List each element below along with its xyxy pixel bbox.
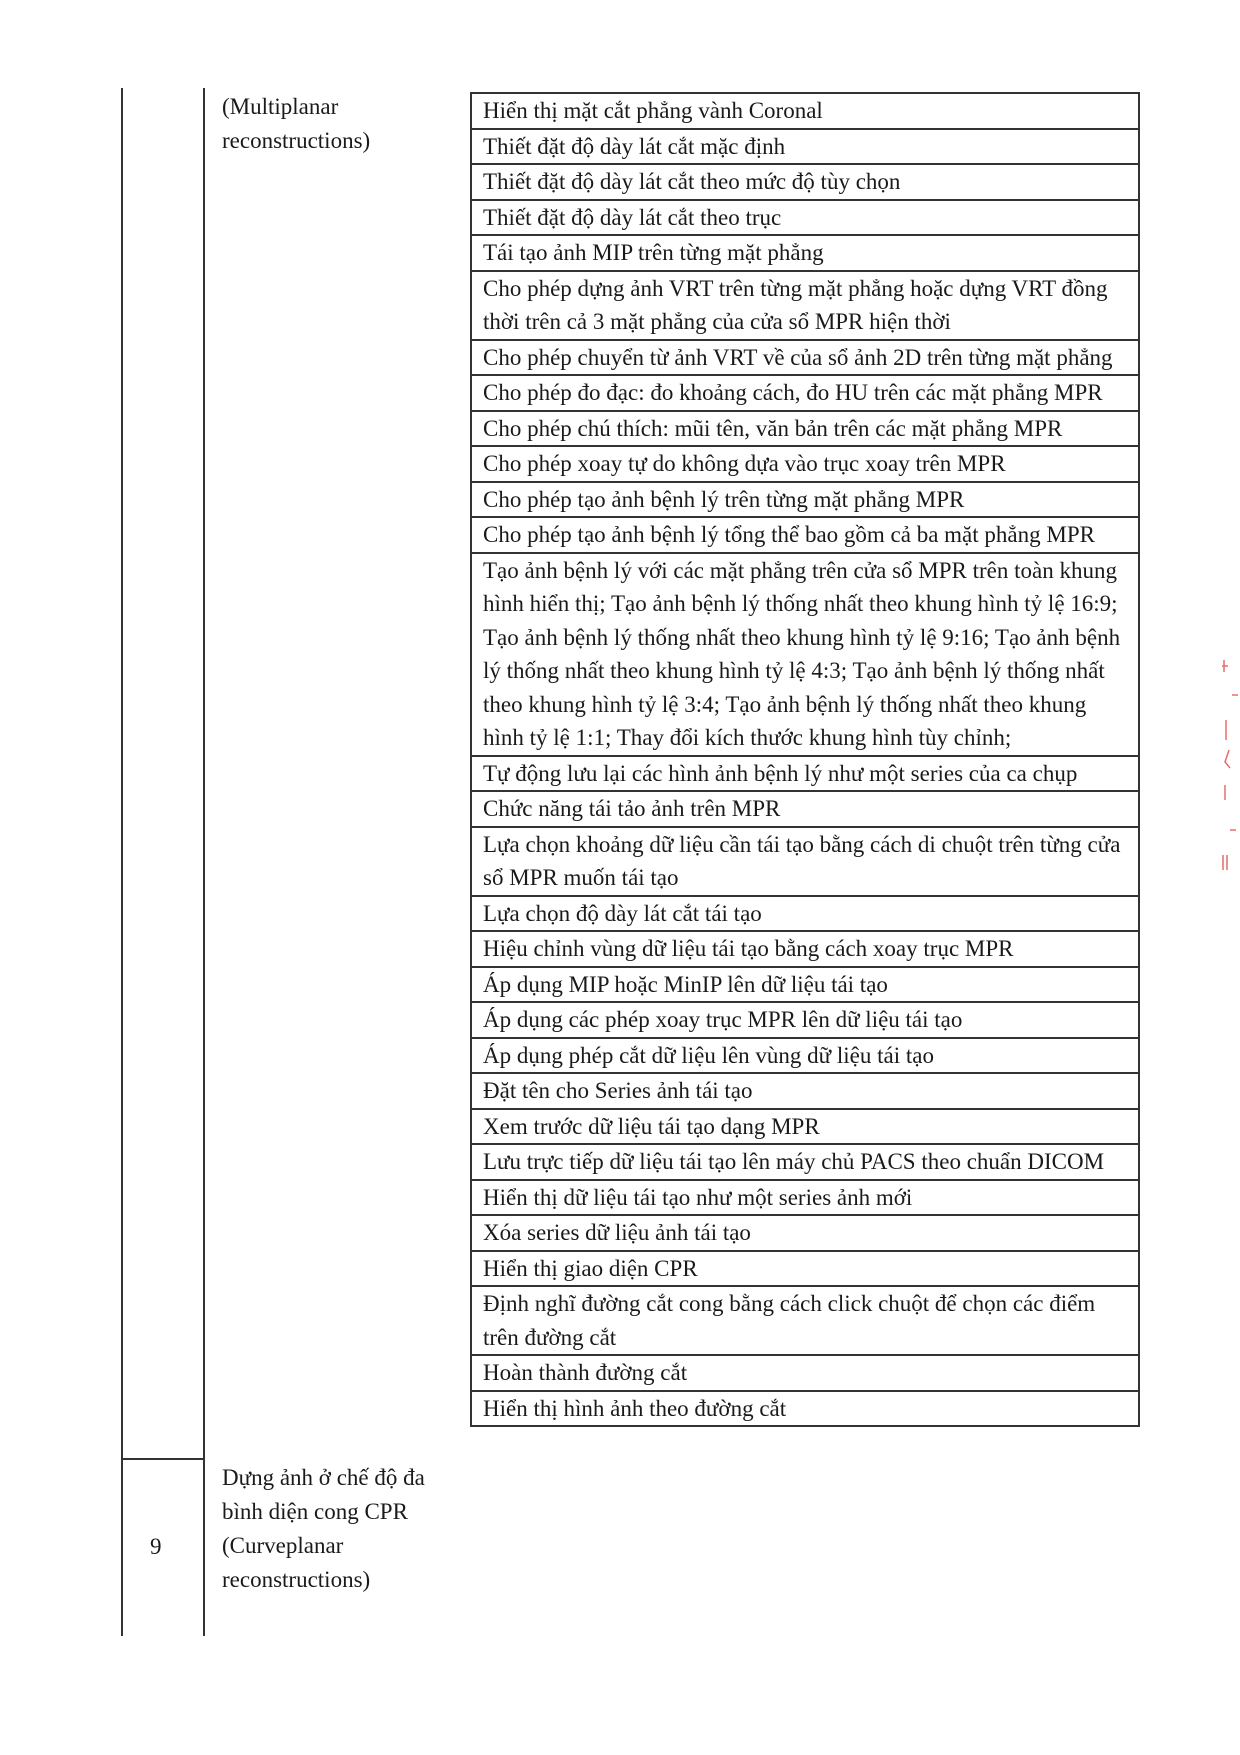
spec-cell: Áp dụng phép cắt dữ liệu lên vùng dữ liệu tái tạo bbox=[471, 1038, 1139, 1074]
spec-row bbox=[471, 482, 1139, 518]
spec-row bbox=[471, 1355, 1139, 1391]
spec-row bbox=[471, 756, 1139, 792]
spec-row bbox=[471, 1391, 1139, 1427]
spec-cell: Cho phép chuyển từ ảnh VRT về của sổ ảnh 2D trên từng mặt phẳng bbox=[471, 340, 1139, 376]
spec-row bbox=[471, 1144, 1139, 1180]
spec-row bbox=[471, 791, 1139, 827]
table-rule-middle bbox=[203, 88, 205, 1636]
spec-row bbox=[471, 235, 1139, 271]
spec-row bbox=[471, 129, 1139, 165]
spec-row bbox=[471, 1251, 1139, 1287]
spec-row bbox=[471, 411, 1139, 447]
spec-row bbox=[471, 271, 1139, 340]
spec-cell: Hiển thị dữ liệu tái tạo như một series ảnh mới bbox=[471, 1180, 1139, 1216]
spec-row bbox=[471, 1215, 1139, 1251]
spec-cell: Lựa chọn khoảng dữ liệu cần tái tạo bằng cách di chuột trên từng cửa sổ MPR muốn tái tạo bbox=[471, 827, 1139, 896]
spec-cell: Cho phép dựng ảnh VRT trên từng mặt phẳng hoặc dựng VRT đồng thời trên cả 3 mặt phẳng của cửa sổ MPR hiện thời bbox=[471, 271, 1139, 340]
spec-row bbox=[471, 827, 1139, 896]
spec-cell: Thiết đặt độ dày lát cắt mặc định bbox=[471, 129, 1139, 165]
spec-row bbox=[471, 553, 1139, 756]
spec-cell: Hoàn thành đường cắt bbox=[471, 1355, 1139, 1391]
spec-cell: Áp dụng các phép xoay trục MPR lên dữ liệu tái tạo bbox=[471, 1002, 1139, 1038]
spec-row bbox=[471, 164, 1139, 200]
spec-cell: Cho phép tạo ảnh bệnh lý trên từng mặt phẳng MPR bbox=[471, 482, 1139, 518]
spec-row bbox=[471, 93, 1139, 129]
spec-cell: Hiệu chỉnh vùng dữ liệu tái tạo bằng cách xoay trục MPR bbox=[471, 931, 1139, 967]
spec-row bbox=[471, 1073, 1139, 1109]
spec-cell: Tự động lưu lại các hình ảnh bệnh lý như một series của ca chụp bbox=[471, 756, 1139, 792]
spec-cell: Hiển thị hình ảnh theo đường cắt bbox=[471, 1391, 1139, 1427]
spec-cell: Hiển thị giao diện CPR bbox=[471, 1251, 1139, 1287]
margin-annotation-marks bbox=[1220, 650, 1240, 880]
spec-row bbox=[471, 517, 1139, 553]
spec-cell: Lưu trực tiếp dữ liệu tái tạo lên máy chủ PACS theo chuẩn DICOM bbox=[471, 1144, 1139, 1180]
spec-cell: Xem trước dữ liệu tái tạo dạng MPR bbox=[471, 1109, 1139, 1145]
spec-cell: Thiết đặt độ dày lát cắt theo mức độ tùy chọn bbox=[471, 164, 1139, 200]
spec-cell: Cho phép xoay tự do không dựa vào trục xoay trên MPR bbox=[471, 446, 1139, 482]
spec-row bbox=[471, 967, 1139, 1003]
spec-row bbox=[471, 1286, 1139, 1355]
spec-cell: Xóa series dữ liệu ảnh tái tạo bbox=[471, 1215, 1139, 1251]
spec-cell: Cho phép chú thích: mũi tên, văn bản trên các mặt phẳng MPR bbox=[471, 411, 1139, 447]
spec-cell: Đặt tên cho Series ảnh tái tạo bbox=[471, 1073, 1139, 1109]
table-rule-left bbox=[121, 88, 123, 1636]
spec-row bbox=[471, 446, 1139, 482]
spec-row bbox=[471, 375, 1139, 411]
spec-cell: Áp dụng MIP hoặc MinIP lên dữ liệu tái tạo bbox=[471, 967, 1139, 1003]
spec-row bbox=[471, 340, 1139, 376]
spec-row bbox=[471, 1180, 1139, 1216]
spec-cell: Định nghĩ đường cắt cong bằng cách click chuột để chọn các điểm trên đường cắt bbox=[471, 1286, 1139, 1355]
spec-cell: Tạo ảnh bệnh lý với các mặt phẳng trên cửa sổ MPR trên toàn khung hình hiển thị; Tạo ảnh bệnh lý thống nhất theo khung hình tỷ lệ 16:9; Tạo ảnh bệnh lý thống nhất theo khung hình tỷ lệ 9:16; Tạo ảnh bệnh lý thống nhất theo khung hình tỷ lệ 4:3; Tạo ảnh bệnh lý thống nhất theo khung hình tỷ lệ 3:4; Tạo ảnh bệnh lý thống nhất theo khung hình tỷ lệ 1:1; Thay đổi kích thước khung hình tùy chỉnh; bbox=[471, 553, 1139, 756]
row-number: 9 bbox=[150, 1534, 162, 1559]
spec-row bbox=[471, 896, 1139, 932]
spec-cell: Hiển thị mặt cắt phẳng vành Coronal bbox=[471, 93, 1139, 129]
spec-row bbox=[471, 1038, 1139, 1074]
spec-cell: Lựa chọn độ dày lát cắt tái tạo bbox=[471, 896, 1139, 932]
spec-list bbox=[470, 92, 1140, 1427]
feature-title-mpr: (Multiplanar reconstructions) bbox=[222, 94, 371, 153]
row-divider bbox=[121, 1458, 205, 1460]
spec-cell: Tái tạo ảnh MIP trên từng mặt phẳng bbox=[471, 235, 1139, 271]
spec-row bbox=[471, 931, 1139, 967]
feature-title-cpr: Dựng ảnh ở chế độ đa bình diện cong CPR (Curveplanar reconstructions) bbox=[222, 1465, 425, 1592]
spec-cell: Cho phép đo đạc: đo khoảng cách, đo HU trên các mặt phẳng MPR bbox=[471, 375, 1139, 411]
spec-cell: Cho phép tạo ảnh bệnh lý tổng thể bao gồm cả ba mặt phẳng MPR bbox=[471, 517, 1139, 553]
spec-row bbox=[471, 1109, 1139, 1145]
spec-cell: Thiết đặt độ dày lát cắt theo trục bbox=[471, 200, 1139, 236]
spec-cell: Chức năng tái tảo ảnh trên MPR bbox=[471, 791, 1139, 827]
spec-row bbox=[471, 1002, 1139, 1038]
spec-row bbox=[471, 200, 1139, 236]
